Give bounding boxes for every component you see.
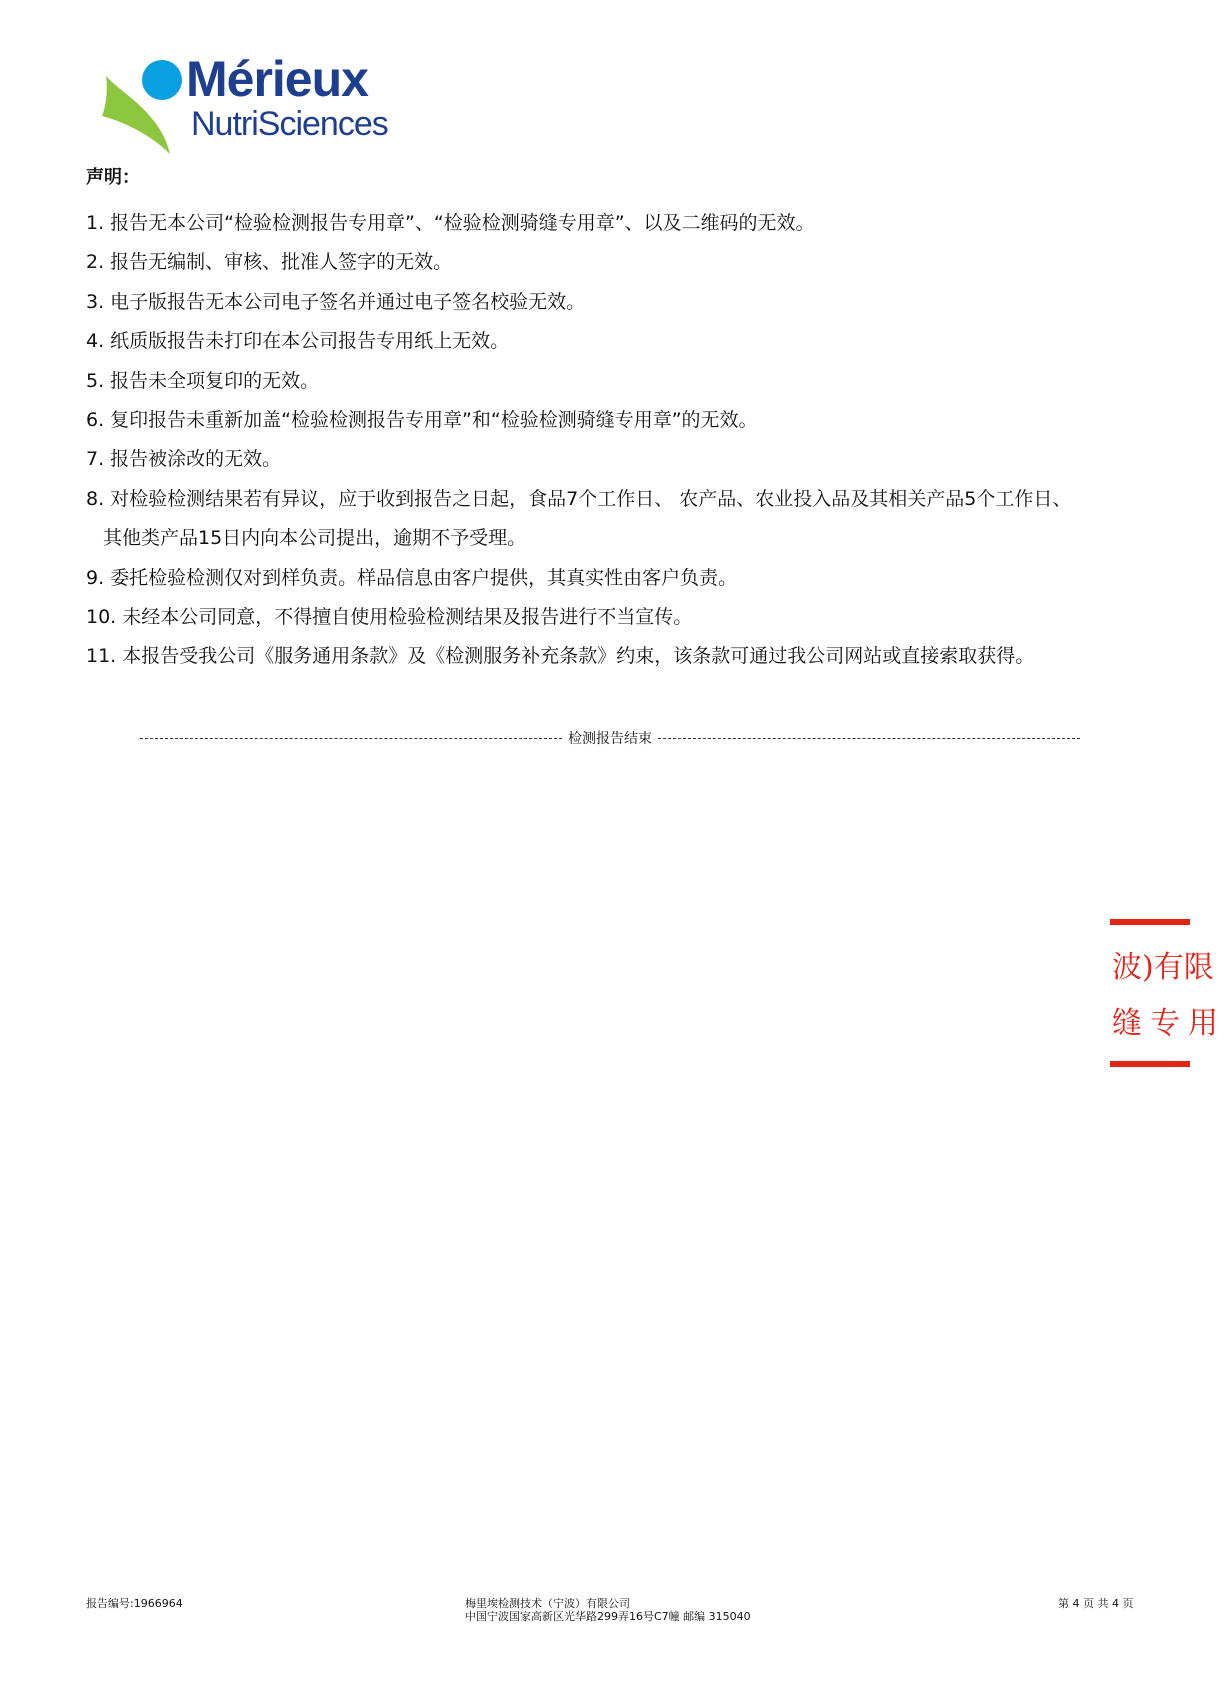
report-end-divider	[140, 728, 1080, 748]
logo-brand-subname: NutriSciences	[191, 105, 388, 143]
declaration-item: 1. 报告无本公司“检验检测报告专用章”、“检验检测骑缝专用章”、以及二维码的无效。	[86, 212, 815, 234]
declaration-item: 5. 报告未全项复印的无效。	[86, 369, 320, 392]
divider-dash-left	[140, 738, 562, 739]
stamp-border-top	[1110, 919, 1190, 925]
company-logo	[100, 51, 400, 162]
divider-dash-right	[658, 738, 1080, 739]
declaration-list	[86, 204, 1126, 677]
declaration-item: 3. 电子版报告无本公司电子签名并通过电子签名校验无效。	[86, 290, 586, 313]
declaration-item: 4. 纸质版报告未打印在本公司报告专用纸上无效。	[86, 330, 510, 353]
logo-mark-icon	[100, 54, 190, 158]
page-indicator: 第 4 页 共 4 页	[1058, 1597, 1134, 1610]
report-end-label: 检测报告结束	[568, 731, 652, 747]
declaration-item-continuation: 其他类产品15日内向本公司提出，逾期不予受理。	[103, 527, 527, 550]
seal-stamp	[1110, 919, 1226, 1067]
footer-address: 中国宁波国家高新区光华路299弄16号C7幢 邮编 315040	[465, 1610, 751, 1623]
declaration-item: 11. 本报告受我公司《服务通用条款》及《检测服务补充条款》约束，该条款可通过我公司网站或直接索取获得。	[86, 645, 1035, 668]
logo-brand-name: Mérieux	[186, 51, 368, 107]
declaration-item	[86, 480, 1126, 559]
stamp-text-line2: 缝专用	[1112, 1006, 1226, 1041]
declaration-item-text: 8. 对检验检测结果若有异议，应于收到报告之日起，食品7个工作日、 农产品、农业投入品及其相关产品5个工作日、	[86, 487, 1072, 510]
footer-company-name: 梅里埃检测技术（宁波）有限公司	[465, 1597, 630, 1610]
declaration-item: 7. 报告被涂改的无效。	[86, 448, 282, 471]
footer-company-info	[465, 1597, 751, 1623]
declaration-item: 2. 报告无编制、审核、批准人签字的无效。	[86, 251, 453, 274]
stamp-text-line1: 波)有限	[1112, 950, 1214, 985]
declaration-item: 9. 委托检验检测仅对到样负责。样品信息由客户提供，其真实性由客户负责。	[86, 566, 738, 589]
report-number: 报告编号:1966964	[86, 1597, 183, 1610]
declaration-item: 10. 未经本公司同意，不得擅自使用检验检测结果及报告进行不当宣传。	[86, 606, 693, 629]
declaration-heading: 声明：	[86, 167, 140, 188]
stamp-border-bottom	[1110, 1061, 1190, 1067]
declaration-item: 6. 复印报告未重新加盖“检验检测报告专用章”和“检验检测骑缝专用章”的无效。	[86, 409, 758, 432]
